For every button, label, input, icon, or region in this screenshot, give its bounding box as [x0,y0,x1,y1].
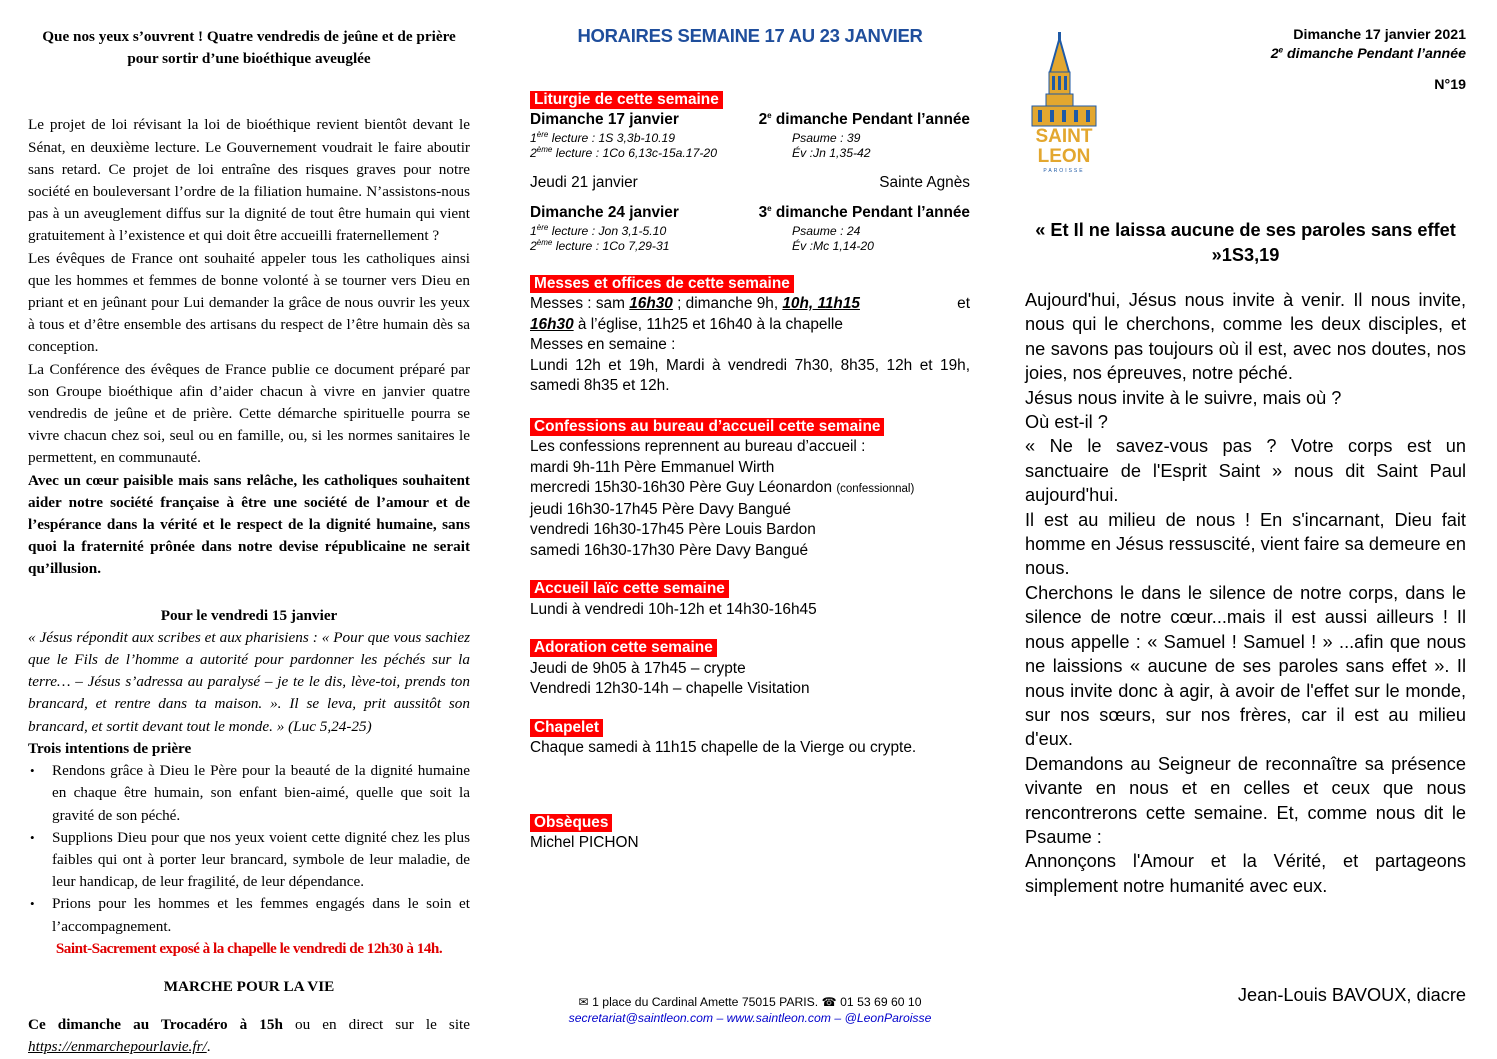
sunday-2-readings-b [530,239,970,254]
right-column [1025,0,1466,1058]
gospel-ref: Év :Jn 1,35-42 [792,145,871,160]
logo-text-paroisse: PAROISSE [1043,168,1085,174]
march-bold: Ce dimanche au Trocadéro à 15h [28,1016,283,1034]
reading-1: 1ère lecture : 1S 3,3b-10.19 [530,129,676,145]
left-column [28,0,470,1059]
footer-links[interactable]: secretariat@saintleon.com – www.saintleon.com – @LeonParoisse [568,1011,932,1025]
editorial-paragraph: Aujourd'hui, Jésus nous invite à venir. Il nous invite, nous qui le cherchons, comme les deux disciples, et ne savons pas toujours où il est, avec nos doutes, nos joies, nos épreuves, notre péché. [1025,290,1466,384]
liturgy-sunday-2 [530,203,970,224]
messes-l1d: 10h, 11h15 [782,295,860,312]
header-date-block [1271,26,1466,64]
confession-line: vendredi 16h30-17h45 Père Louis Bardon [530,521,816,538]
psalm: Psaume : 24 [792,223,861,238]
march-end: . [206,1038,211,1056]
accueil-text: Lundi à vendredi 10h-12h et 14h30-16h45 [530,600,817,618]
footer-phone: 01 53 69 60 10 [840,995,922,1009]
march-text [28,1014,470,1058]
confession-line [530,478,970,500]
confession-line: samedi 16h30-17h30 Père Davy Bangué [530,541,809,559]
messes-line-3: Messes en semaine : [530,336,676,353]
editorial-paragraph: « Ne le savez-vous pas ? Votre corps est un sanctuaire de l'Esprit Saint » nous dit Saint Paul aujourd'hui. [1025,436,1466,506]
editorial-quote: « Et Il ne laissa aucune de ses paroles sans effet »1S3,19 [1035,220,1456,265]
editorial-paragraph: Demandons au Seigneur de reconnaître sa présence vivante en nous et en celles et ceux que nous rencontrerons cette semaine. Et, comme nous dit le Psaume : [1025,753,1466,847]
sunday-1-readings-b [530,146,970,161]
saint-leon-logo [1028,32,1100,174]
editorial-paragraph: Où est-il ? [1025,412,1108,433]
schedule-title: HORAIRES SEMAINE 17 AU 23 JANVIER [577,25,923,46]
section-header-accueil: Accueil laïc cette semaine [530,580,729,598]
sunday-2-readings-a [530,224,970,239]
editorial-paragraph: Cherchons le dans le silence de notre corps, dans le silence de notre cœur...mais il est aussi ailleurs ! Il nous appelle : « Samuel ! Samuel ! » ...afin que nous ne laissions « aucune de ses paroles sans effet ». Il nous invite donc à agir, à avoir de l'effet sur le monde, sur nos sœurs, sur nos frères, car il est au milieu d'eux. [1025,582,1466,750]
editorial-paragraph: Jésus nous invite à le suivre, mais où ? [1025,387,1342,408]
confession-line: jeudi 16h30-17h45 Père Davy Bangué [530,500,791,518]
section-header-confessions: Confessions au bureau d’accueil cette semaine [530,418,884,436]
confession-note: (confessionnal) [836,483,915,495]
sunday-2-date: Dimanche 24 janvier [530,204,679,221]
section-header-obseques: Obsèques [530,814,612,832]
gospel-text: « Jésus répondit aux scribes et aux pharisiens : « Pour que vous sachiez que le Fils de l’homme a autorité pour pardonner les péchés sur la terre… – Jésus s’adressa au paralysé – je te le dis, lève-toi, prends ton brancard, et rentre dans ta maison. ». Il se leva, prit aussitôt son brancard, et sortit devant tout le monde. » (Luc 5,24-25) [28,628,470,735]
paragraph-2: Les évêques de France ont souhaité appeler tous les catholiques ainsi que les hommes et femmes de bonne volonté à se tourner vers Dieu en priant et en jeûnant pour Lui demander la grâce de nous ouvrir les yeux à tous et d’être ensemble des artisans du respect de l’être humain dès sa conception. [28,249,470,356]
march-link[interactable]: https://enmarchepourlavie.fr/ [28,1038,207,1056]
paragraph-1: Le projet de loi révisant la loi de bioéthique revient bientôt devant le Sénat, en deuxième lecture. Le Gouvernement voudrait le faire aboutir sans retard. Ce projet de loi entraîne des risques graves pour notre société en bouleversant l’ordre de la filiation humaine. N’assistons-nous pas à un aveuglement diffus sur la dignité de tout être humain qui vient gratuitement à l’existence et qui doit être accueilli fraternellement ? [28,116,470,245]
messes-l1c: ; dimanche 9h, [672,295,783,312]
header-date: Dimanche 17 janvier 2021 [1293,27,1466,43]
friday-title: Pour le vendredi 15 janvier [160,606,338,624]
issue-number: N°19 [1434,77,1466,93]
sunday-1-readings-a [530,131,970,146]
confession-line: mardi 9h-11h Père Emmanuel Wirth [530,458,775,476]
adoration-line: Vendredi 12h30-14h – chapelle Visitation [530,680,810,697]
chapelet-text: Chaque samedi à 11h15 chapelle de la Vierge ou crypte. [530,739,917,756]
paragraph-3: La Conférence des évêques de France publie ce document préparé par son Groupe bioéthique afin d’aider chacun à vivre en janvier quatre vendredis de jeûne et de prière. Cette démarche spirituelle pourra se vivre chacun chez soi, seul ou en famille, ou, si les normes sanitaires le permettent, en communauté. [28,360,470,467]
adoration-notice: Saint-Sacrement exposé à la chapelle le vendredi de 12h30 à 14h. [55,939,443,957]
confessions-intro: Les confessions reprennent au bureau d’accueil : [530,438,866,455]
reading-2: 2ème lecture : 1Co 6,13c-15a.17-20 [530,144,717,160]
phone-icon: ☎ [821,995,837,1009]
editorial-body [1025,288,1466,898]
envelope-icon: ✉ [578,995,589,1009]
logo-text-saint: SAINT [1035,126,1093,147]
sunday-1-name: 2e dimanche Pendant l’année [758,110,970,128]
gospel-ref: Év :Mc 1,14-20 [792,238,874,253]
section-header-liturgie: Liturgie de cette semaine [530,91,723,109]
paragraph-4: Avec un cœur paisible mais sans relâche, les catholiques souhaitent aider notre société française à être une société de l’amour et de l’espérance dans la vérité et le respect de la dignité humaine, sans quoi la fraternité prônée dans notre devise républicaine ne serait qu’illusion. [28,471,470,578]
editorial-paragraph: Annonçons l'Amour et la Vérité, et partageons simplement notre humanité avec eux. [1025,851,1466,896]
liturgy-sunday-1 [530,110,970,131]
intention-item: • Rendons grâce à Dieu le Père pour la beauté de la dignité humaine en chaque être humain, son enfant bien-aimé, quelle que soit la gravité de son péché. [52,760,470,827]
messes-l2a: 16h30 [530,315,574,333]
footer-address-line [530,994,970,1010]
thursday-date: Jeudi 21 janvier [530,173,638,191]
intention-item: • Prions pour les hommes et les femmes engagés dans le soin et l’accompagnement. [52,893,470,937]
messes-line-4: Lundi 12h et 19h, Mardi à vendredi 7h30, 8h35, 12h et 19h, samedi 8h35 et 12h. [530,356,970,394]
footer-contact [530,994,970,1026]
section-header-messes: Messes et offices de cette semaine [530,275,794,293]
sunday-1-date: Dimanche 17 janvier [530,111,679,128]
messes-text [530,294,970,397]
footer-address: 1 place du Cardinal Amette 75015 PARIS. [592,995,819,1009]
confession-l2: mercredi 15h30-16h30 Père Guy Léonardon [530,479,833,496]
messes-line-1 [530,294,970,315]
obseques-text: Michel PICHON [530,834,639,851]
march-middle: ou en direct sur le site [282,1016,470,1034]
sunday-2-name: 3e dimanche Pendant l’année [758,203,970,221]
psalm: Psaume : 39 [792,130,861,145]
header-sunday: 2e dimanche Pendant l’année [1270,45,1466,62]
messes-l1b: 16h30 [629,295,673,312]
section-header-chapelet: Chapelet [530,719,603,737]
messes-line-2 [530,315,970,336]
messes-l2b: à l’église, 11h25 et 16h40 à la chapelle [573,315,843,333]
editorial-signature: Jean-Louis BAVOUX, diacre [1237,985,1466,1005]
intentions-list [28,760,470,938]
reading-1: 1ère lecture : Jon 3,1-5.10 [530,222,667,238]
middle-column [530,0,970,854]
editorial-paragraph: Il est au milieu de nous ! En s'incarnant, Dieu fait homme en Jésus ressuscité, vient faire sa demeure en nous. [1025,509,1466,579]
liturgy-thursday [530,173,970,194]
messes-l1a: Messes : sam [530,295,630,312]
logo-text-leon: LEON [1037,146,1091,167]
article-title: Que nos yeux s’ouvrent ! Quatre vendredis de jeûne et de prière pour sortir d’une bioéthique aveuglée [42,28,456,68]
march-title: MARCHE POUR LA VIE [163,977,335,995]
reading-2: 2ème lecture : 1Co 7,29-31 [530,237,670,253]
messes-l1e: et [957,295,970,312]
intention-item: • Supplions Dieu pour que nos yeux voient cette dignité chez les plus faibles qui ont à porter leur brancard, symbole de leur maladie, de leur handicap, de leur fragilité, de leur dépendance. [52,827,470,894]
section-header-adoration: Adoration cette semaine [530,639,717,657]
adoration-line: Jeudi de 9h05 à 17h45 – crypte [530,659,746,677]
intentions-title: Trois intentions de prière [28,739,192,757]
thursday-saint: Sainte Agnès [879,173,970,191]
